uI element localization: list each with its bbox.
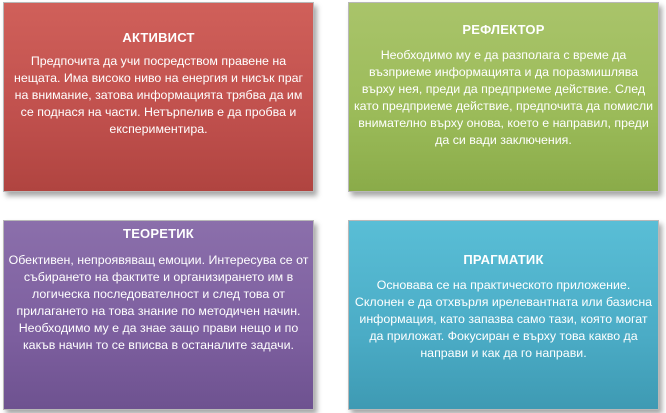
theoretic-description: Обективен, непроявяващ емоции. Интересува се от събирането на фактите и организирането им в логическа последователност и след това от прилагането на това знание по методичен начин. Необходимо му е да знае защо прави нещо и по какъв начин то се вписва в останалите задачи. [8, 253, 309, 352]
activist-card [3, 2, 314, 192]
pragmatic-card [348, 220, 659, 410]
pragmatic-description: Основава се на практическото приложение. Склонен е да отхвърля ирелевантната или базисна информация, като запазва само тази, която могат да приложат. Фокусиран е върху това какво да направи и как да го направи. [354, 278, 653, 360]
theoretic-card [3, 220, 314, 410]
theoretic-title: ТЕОРЕТИК [123, 226, 194, 241]
activist-title: АКТИВИСТ [122, 30, 195, 45]
reflector-description: Необходимо му е да разполага с време да възприеме информацията и да поразмишлява върху нея, преди да предприеме действие. След като предприеме действие, предпочита да помисли внимателно върху онова, което е направил, преди да си вади заключения. [353, 48, 654, 147]
reflector-card [348, 2, 659, 192]
activist-description: Предпочита да учи посредством правене на нещата. Има високо ниво на енергия и нисък праг на внимание, затова информацията трябва да им се поднася на части. Нетърпелив е да пробва и експериментира. [13, 54, 303, 136]
reflector-title: РЕФЛЕКТОР [462, 22, 545, 37]
pragmatic-title: ПРАГМАТИК [463, 252, 544, 267]
